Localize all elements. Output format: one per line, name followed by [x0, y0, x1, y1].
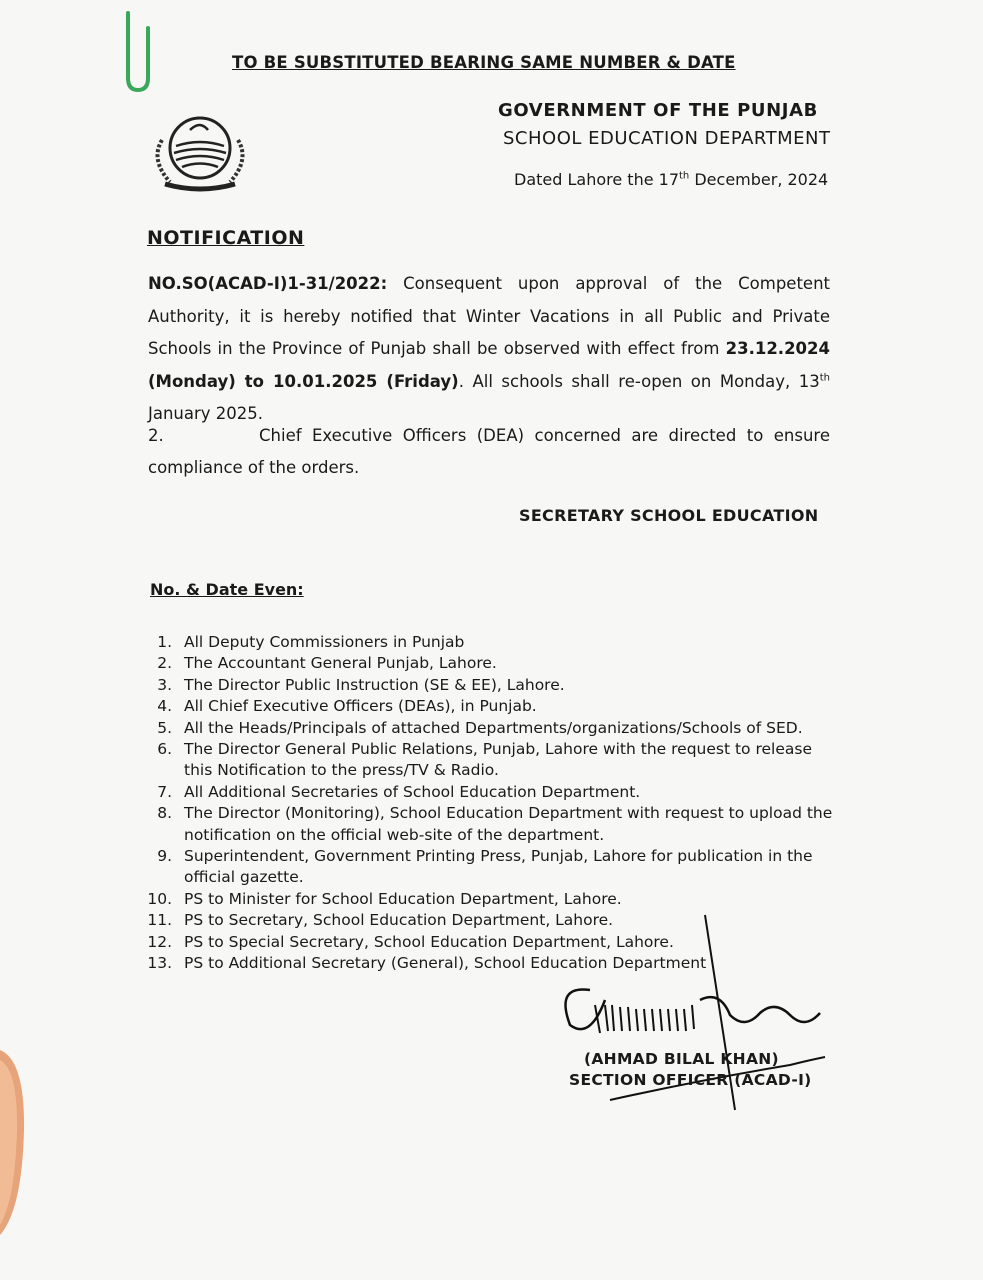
- list-item: 8. The Director (Monitoring), School Education Department with request to upload the notification on the official web-site of the department.: [157, 804, 833, 844]
- list-item: 10. PS to Minister for School Education Department, Lahore.: [147, 889, 622, 908]
- finger-icon: [0, 1040, 30, 1240]
- vacation-dates: 23.12.2024 (Monday) to 10.01.2025 (Friday): [148, 339, 830, 391]
- distribution-heading: No. & Date Even:: [150, 580, 304, 599]
- list-item: 7. All Additional Secretaries of School Education Department.: [157, 782, 641, 801]
- list-item: 1. All Deputy Commissioners in Punjab: [157, 633, 465, 651]
- paper-clip-icon: [118, 8, 158, 93]
- list-item: 12. PS to Special Secretary, School Education Department, Lahore.: [147, 932, 674, 951]
- substitution-note: TO BE SUBSTITUTED BEARING SAME NUMBER & DATE: [232, 53, 736, 72]
- notification-paragraph: NO.SO(ACAD-I)1-31/2022: Consequent upon approval of the Competent Authority, it is hereby notified that Winter Vacations in all Public and Private Schools in the Province of Punjab shall be observed with effect from 23.12.2024 (Monday) to 10.01.2025 (Friday). All schools shall re-open on Monday, 13th January 2025.: [148, 274, 831, 423]
- list-item: 13. PS to Additional Secretary (General), School Education Department: [147, 954, 707, 973]
- compliance-paragraph: 2. Chief Executive Officers (DEA) concerned are directed to ensure compliance of the orders.: [148, 426, 830, 477]
- list-item: 11. PS to Secretary, School Education Department, Lahore.: [147, 911, 614, 930]
- dated-line: Dated Lahore the 17th December, 2024: [514, 170, 829, 189]
- list-item: 3. The Director Public Instruction (SE & EE), Lahore.: [157, 675, 565, 694]
- list-item: 6. The Director General Public Relations, Punjab, Lahore with the request to release this Notification to the press/TV & Radio.: [157, 740, 812, 780]
- list-item: 2. The Accountant General Punjab, Lahore.: [157, 654, 497, 673]
- officer-title: SECTION OFFICER (ACAD-I): [569, 1071, 812, 1089]
- department-heading: SCHOOL EDUCATION DEPARTMENT: [503, 128, 831, 149]
- list-item: 4. All Chief Executive Officers (DEAs), in Punjab.: [157, 697, 537, 716]
- officer-name: (AHMAD BILAL KHAN): [584, 1050, 779, 1068]
- government-heading: GOVERNMENT OF THE PUNJAB: [498, 100, 818, 121]
- list-item: 9. Superintendent, Government Printing Press, Punjab, Lahore for publication in the official gazette.: [157, 847, 813, 887]
- punjab-emblem-icon: [140, 110, 260, 195]
- notification-heading: NOTIFICATION: [147, 227, 305, 249]
- list-item: 5. All the Heads/Principals of attached Departments/organizations/Schools of SED.: [157, 718, 803, 737]
- signatory-title: SECRETARY SCHOOL EDUCATION: [519, 506, 819, 525]
- notification-number: NO.SO(ACAD-I)1-31/2022:: [148, 274, 388, 293]
